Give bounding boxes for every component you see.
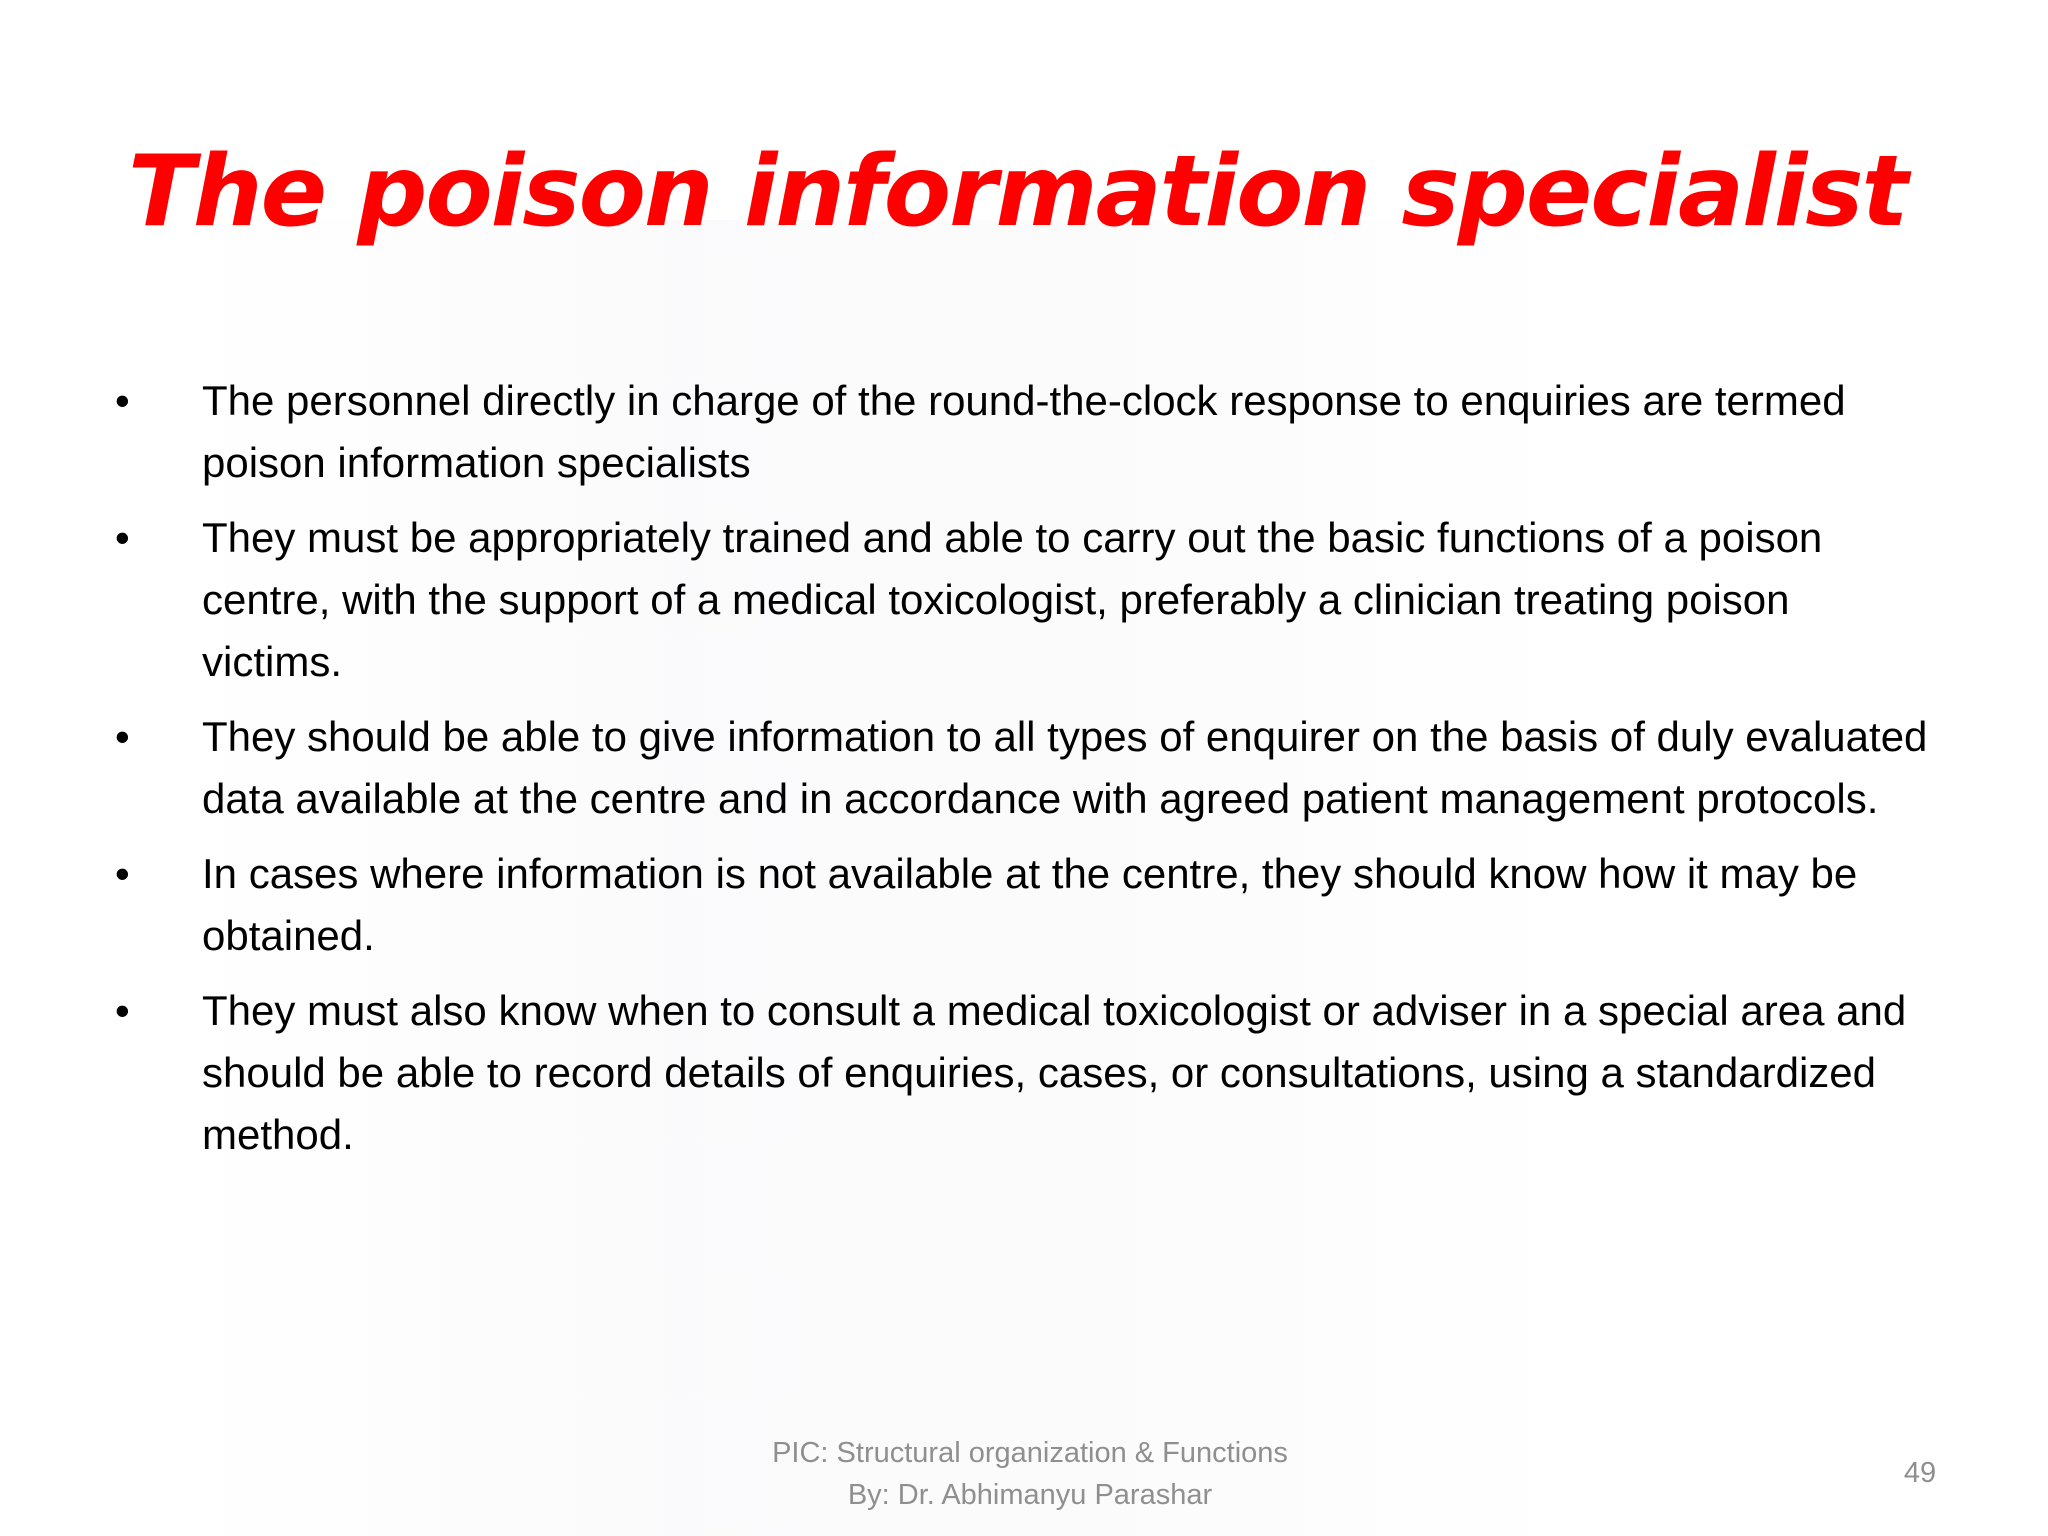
bullet-icon: •	[115, 713, 130, 760]
bullet-item-1	[115, 370, 1935, 494]
bullet-item-5	[115, 980, 1935, 1166]
bullet-text: They must also know when to consult a medical toxicologist or adviser in a special area and should be able to record details of enquiries, cases, or consultations, using a standardized method.	[202, 987, 1907, 1158]
slide-title: The poison information specialist	[128, 135, 1907, 249]
page-number: 49	[1903, 1457, 1937, 1489]
bullet-text: In cases where information is not available at the centre, they should know how it may be obtained.	[202, 850, 1858, 959]
bullet-icon: •	[115, 987, 130, 1034]
bullet-icon: •	[115, 850, 130, 897]
bullet-item-2	[115, 507, 1935, 693]
slide-footer	[700, 1432, 1360, 1516]
bullet-text: The personnel directly in charge of the round-the-clock response to enquiries are termed poison information specialists	[202, 377, 1846, 486]
bullet-list	[115, 370, 1935, 1179]
bullet-icon: •	[115, 514, 130, 561]
bullet-text: They must be appropriately trained and able to carry out the basic functions of a poison centre, with the support of a medical toxicologist, preferably a clinician treating poison victims.	[202, 514, 1823, 685]
bullet-item-4	[115, 843, 1935, 967]
bullet-item-3	[115, 706, 1935, 830]
footer-course-title: PIC: Structural organization & Functions	[772, 1437, 1288, 1469]
footer-author: By: Dr. Abhimanyu Parashar	[847, 1479, 1213, 1511]
bullet-icon: •	[115, 377, 130, 424]
bullet-text: They should be able to give information to all types of enquirer on the basis of duly evaluated data available at the centre and in accordance with agreed patient management protocols.	[202, 713, 1928, 822]
